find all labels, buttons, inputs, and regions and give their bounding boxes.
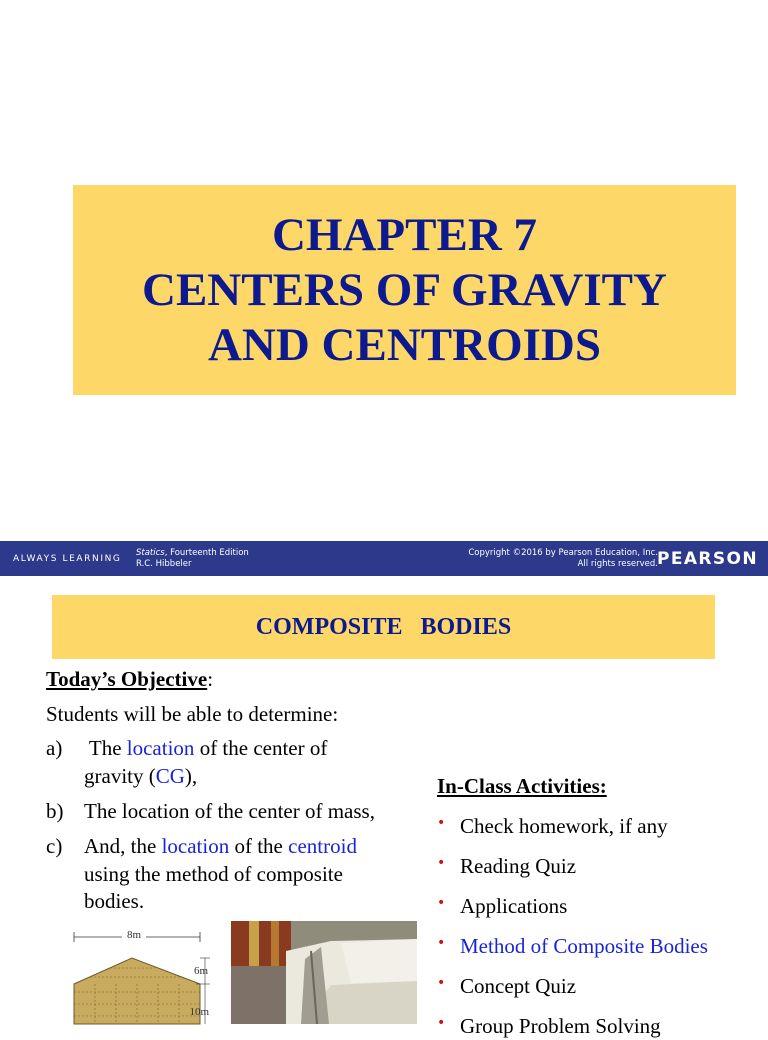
copyright-line-1: Copyright ©2016 by Pearson Education, Inc. bbox=[468, 548, 658, 558]
item-a-post: of the center of bbox=[194, 736, 328, 760]
activities-heading-text: In-Class Activities: bbox=[437, 774, 607, 798]
chapter-title-box bbox=[73, 185, 736, 395]
item-a-cg-term: CG bbox=[155, 764, 185, 788]
body-height-label: 10m bbox=[189, 1006, 209, 1018]
chapter-title-line-3: AND CENTROIDS bbox=[207, 318, 602, 371]
item-c-pre: And, the bbox=[84, 834, 162, 858]
item-a-line2-pre: gravity ( bbox=[84, 764, 156, 788]
chapter-title-line-2: CENTERS OF GRAVITY bbox=[142, 263, 667, 316]
book-info bbox=[136, 548, 249, 570]
item-a-location-term: location bbox=[126, 736, 195, 760]
silo-diagram bbox=[60, 922, 222, 1024]
item-a-line-2 bbox=[84, 763, 197, 790]
item-c-marker: c) bbox=[46, 834, 63, 858]
width-label: 8m bbox=[126, 929, 142, 941]
item-b-text: The location of the center of mass, bbox=[84, 799, 375, 823]
item-c-line-3: bodies. bbox=[84, 889, 145, 913]
item-a-pre: The bbox=[84, 736, 127, 760]
activity-item: Concept Quiz bbox=[460, 974, 577, 998]
item-a-line-1 bbox=[84, 735, 327, 762]
top-height-label: 6m bbox=[193, 965, 208, 977]
bullet-icon: • bbox=[437, 935, 446, 951]
copyright-line-2: All rights reserved. bbox=[577, 559, 658, 569]
objective-intro: Students will be able to determine: bbox=[46, 702, 339, 726]
bullet-icon: • bbox=[437, 895, 446, 911]
bullet-icon: • bbox=[437, 855, 446, 871]
concrete-barrier-photo bbox=[231, 921, 417, 1024]
book-edition: , Fourteenth Edition bbox=[164, 548, 249, 558]
activity-item: Applications bbox=[460, 894, 568, 918]
item-c-location-term: location bbox=[161, 834, 230, 858]
item-c-centroid-term: centroid bbox=[288, 834, 357, 858]
section-title: COMPOSITE BODIES bbox=[255, 613, 512, 640]
chapter-title-line-1: CHAPTER 7 bbox=[271, 208, 538, 261]
activities-heading bbox=[437, 773, 607, 800]
always-learning-tagline: ALWAYS LEARNING bbox=[13, 554, 122, 564]
objective-colon: : bbox=[207, 667, 214, 691]
activity-item: Reading Quiz bbox=[460, 854, 577, 878]
activity-item: Group Problem Solving bbox=[460, 1014, 661, 1038]
objective-heading bbox=[46, 666, 213, 693]
item-b-marker: b) bbox=[46, 799, 64, 823]
item-c-mid: of the bbox=[229, 834, 289, 858]
copyright-notice bbox=[468, 548, 658, 570]
objective-heading-text: Today’s Objective bbox=[46, 667, 208, 691]
book-author: R.C. Hibbeler bbox=[136, 559, 192, 569]
item-c-line-1 bbox=[84, 833, 357, 860]
pearson-logo: PEARSON bbox=[656, 549, 758, 569]
bullet-icon: • bbox=[437, 975, 446, 991]
section-title-box bbox=[52, 595, 715, 659]
item-c-line-2: using the method of composite bbox=[84, 862, 343, 886]
item-a-line2-post: ), bbox=[184, 764, 198, 788]
bullet-icon: • bbox=[437, 1015, 446, 1031]
silo-body bbox=[74, 958, 200, 1024]
activity-item: Check homework, if any bbox=[460, 814, 668, 838]
footer-bar bbox=[0, 541, 768, 576]
book-title: Statics bbox=[136, 548, 165, 558]
bullet-icon: • bbox=[437, 815, 446, 831]
item-a-marker: a) bbox=[46, 736, 63, 760]
activity-item-highlighted: Method of Composite Bodies bbox=[460, 934, 708, 958]
